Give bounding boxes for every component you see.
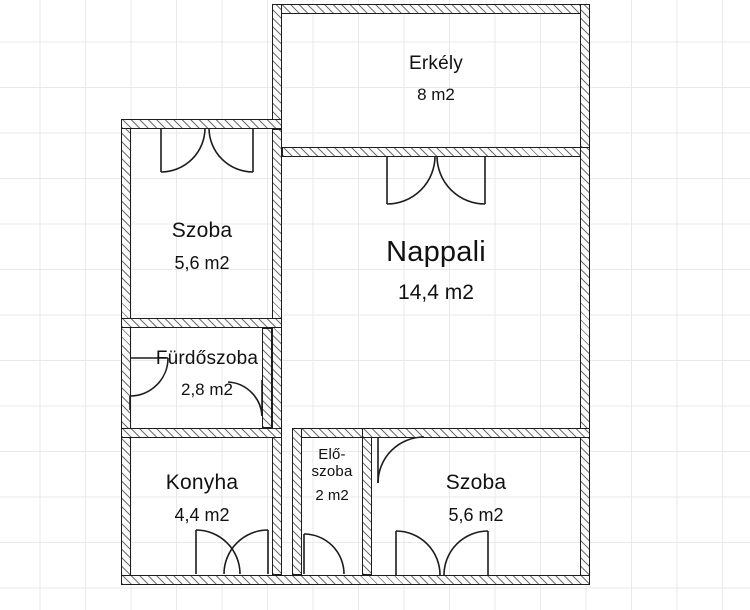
room-name-room-bottom: Szoba bbox=[445, 471, 507, 494]
room-name-hall-line2: szoba bbox=[311, 463, 353, 481]
wall-szoba-bath bbox=[121, 318, 282, 328]
door-nappali-left bbox=[387, 156, 443, 210]
door-szoba-top bbox=[161, 128, 257, 178]
room-label-bathroom bbox=[136, 347, 278, 400]
room-label-room-top bbox=[131, 218, 273, 275]
door-eloszoba bbox=[304, 534, 352, 578]
room-area-balcony: 8 m2 bbox=[417, 84, 455, 104]
room-name-bathroom: Fürdőszoba bbox=[155, 348, 259, 369]
room-name-hall-line1: Elő- bbox=[318, 446, 346, 463]
room-label-room-bottom bbox=[388, 470, 564, 527]
wall-balcony-right bbox=[580, 4, 590, 156]
room-name-balcony: Erkély bbox=[409, 53, 463, 74]
wall-bath-kitchen bbox=[121, 428, 282, 438]
wall-outer-bottom bbox=[121, 575, 590, 585]
room-name-kitchen: Konyha bbox=[165, 471, 239, 494]
room-area-livingroom: 14,4 m2 bbox=[398, 281, 474, 305]
room-area-hall: 2 m2 bbox=[315, 486, 349, 504]
door-szoba-bottom-2 bbox=[396, 531, 496, 579]
door-konyha-right bbox=[222, 530, 274, 578]
wall-outer-left bbox=[121, 119, 131, 585]
room-area-room-top: 5,6 m2 bbox=[174, 253, 230, 274]
room-name-livingroom: Nappali bbox=[386, 236, 486, 268]
room-label-kitchen bbox=[131, 470, 273, 527]
room-label-livingroom bbox=[310, 234, 562, 307]
room-area-bathroom: 2,8 m2 bbox=[181, 379, 233, 399]
wall-outer-right bbox=[580, 147, 590, 585]
wall-hall-top bbox=[292, 428, 372, 438]
room-label-balcony bbox=[306, 52, 566, 105]
room-area-room-bottom: 5,6 m2 bbox=[448, 505, 504, 526]
room-name-room-top: Szoba bbox=[171, 219, 233, 242]
door-nappali-right bbox=[437, 156, 493, 210]
room-label-hall bbox=[300, 446, 364, 505]
room-area-kitchen: 4,4 m2 bbox=[174, 505, 230, 526]
wall-balcony-top bbox=[272, 4, 590, 14]
